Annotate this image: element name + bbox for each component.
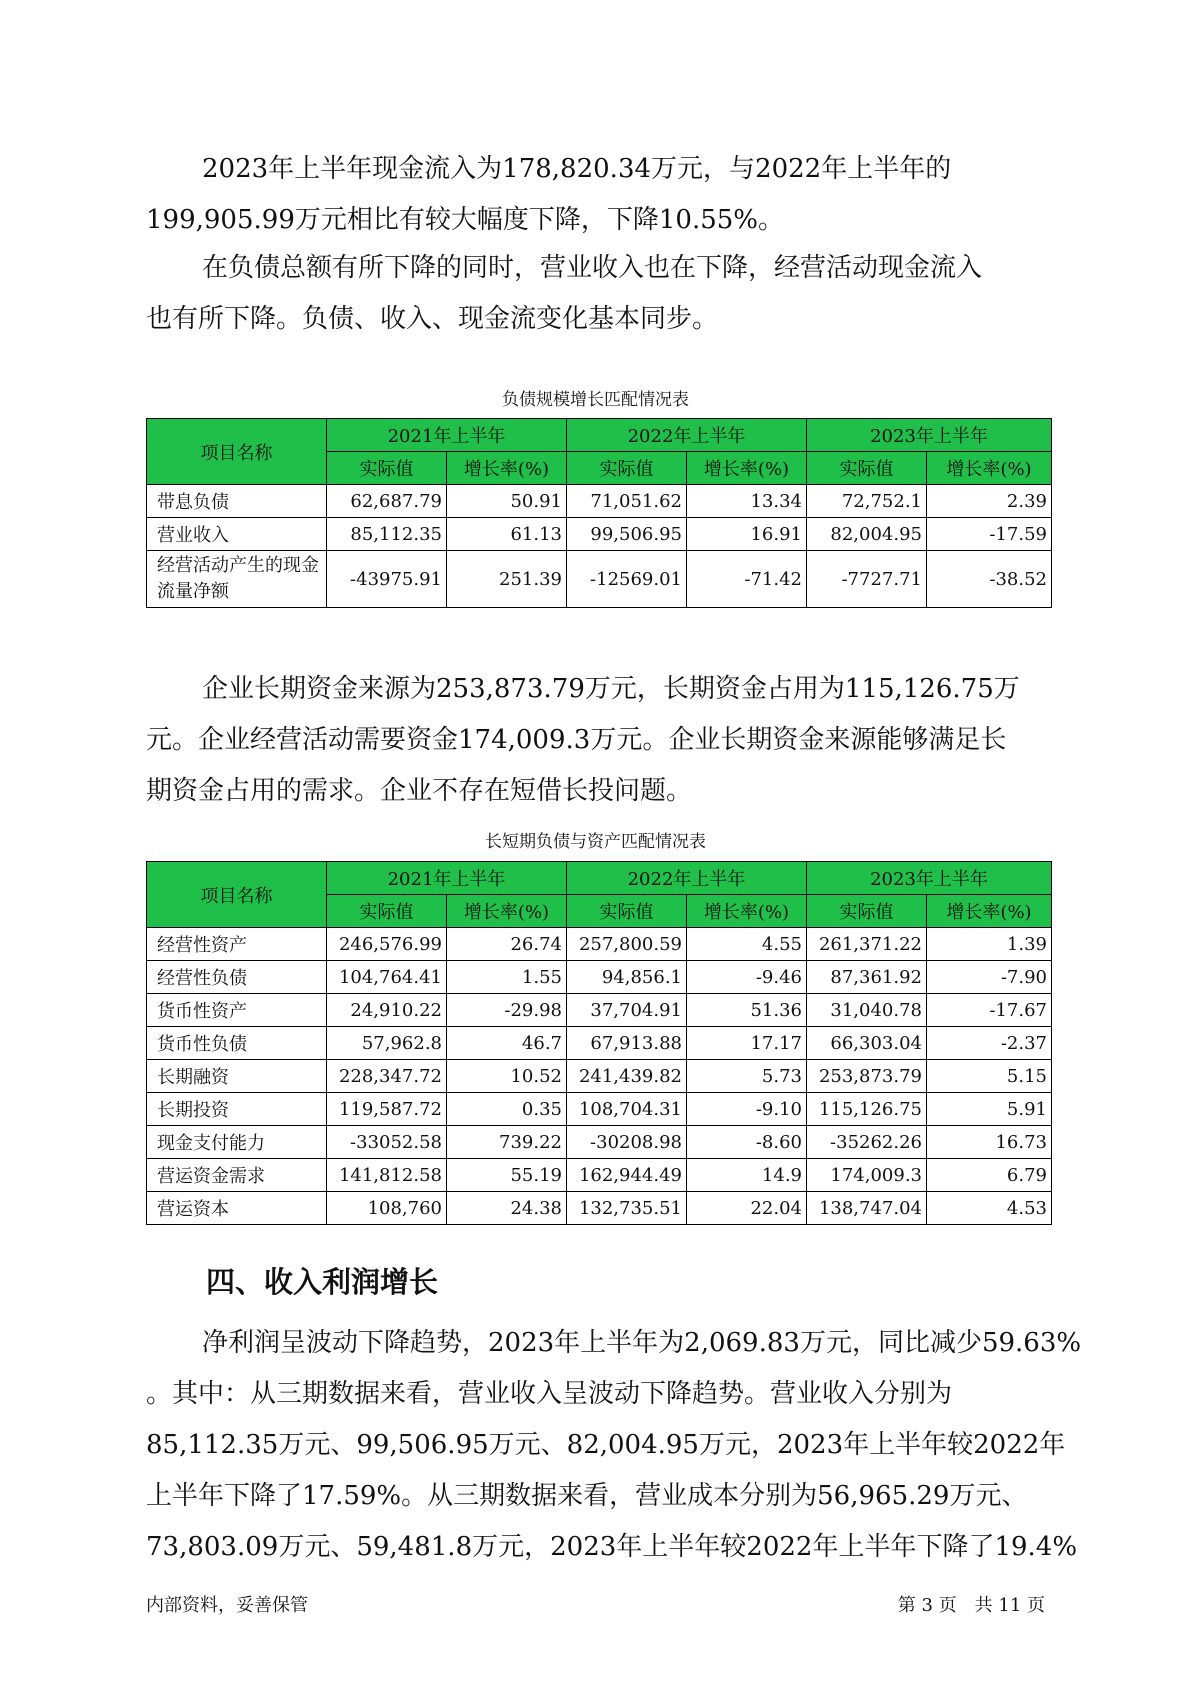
- cell-value: 57,962.8: [327, 1027, 447, 1060]
- header-item-name: 项目名称: [147, 419, 327, 485]
- header-actual: 实际值: [807, 452, 927, 485]
- cell-value: 71,051.62: [567, 485, 687, 518]
- header-growth: 增长率(%): [927, 452, 1052, 485]
- cell-value: 739.22: [447, 1126, 567, 1159]
- cell-value: 141,812.58: [327, 1159, 447, 1192]
- header-period: 2023年上半年: [807, 419, 1052, 452]
- header-actual: 实际值: [327, 452, 447, 485]
- header-period: 2023年上半年: [807, 862, 1052, 895]
- paragraph-long-term-funds: [146, 664, 1056, 817]
- cell-value: 246,576.99: [327, 928, 447, 961]
- table-row: [147, 1093, 1052, 1126]
- cell-value: 99,506.95: [567, 518, 687, 551]
- text-line: 2023年上半年现金流入为178,820.34万元，与2022年上半年的: [202, 154, 952, 184]
- cell-value: 1.39: [927, 928, 1052, 961]
- cell-value: 37,704.91: [567, 994, 687, 1027]
- cell-value: 61.13: [447, 518, 567, 551]
- cell-value: 16.91: [687, 518, 807, 551]
- cell-value: 1.55: [447, 961, 567, 994]
- cell-value: 257,800.59: [567, 928, 687, 961]
- paragraph-cash-inflow: [146, 144, 1056, 246]
- row-label: 经营性负债: [147, 961, 327, 994]
- cell-value: -2.37: [927, 1027, 1052, 1060]
- table-row: [147, 1159, 1052, 1192]
- cell-value: 5.73: [687, 1060, 807, 1093]
- cell-value: 24.38: [447, 1192, 567, 1225]
- text-line: 在负债总额有所下降的同时，营业收入也在下降，经营活动现金流入: [202, 253, 983, 283]
- cell-value: -43975.91: [327, 551, 447, 608]
- cell-value: 66,303.04: [807, 1027, 927, 1060]
- cell-value: 24,910.22: [327, 994, 447, 1027]
- cell-value: -17.67: [927, 994, 1052, 1027]
- table-row: [147, 518, 1052, 551]
- cell-value: -30208.98: [567, 1126, 687, 1159]
- cell-value: -9.10: [687, 1093, 807, 1126]
- debt-scale-table: [146, 418, 1052, 608]
- cell-value: 174,009.3: [807, 1159, 927, 1192]
- table-row: [147, 961, 1052, 994]
- cell-value: -7727.71: [807, 551, 927, 608]
- cell-value: 26.74: [447, 928, 567, 961]
- table-row: [147, 1126, 1052, 1159]
- footer-page-number: 第 3 页 共 11 页: [897, 1595, 1045, 1616]
- row-label: 营运资本: [147, 1192, 327, 1225]
- cell-value: -33052.58: [327, 1126, 447, 1159]
- cell-value: 251.39: [447, 551, 567, 608]
- cell-value: 4.53: [927, 1192, 1052, 1225]
- row-label: 长期投资: [147, 1093, 327, 1126]
- header-growth: 增长率(%): [687, 895, 807, 928]
- header-growth: 增长率(%): [927, 895, 1052, 928]
- row-label: 带息负债: [147, 485, 327, 518]
- cell-value: 62,687.79: [327, 485, 447, 518]
- cell-value: -29.98: [447, 994, 567, 1027]
- cell-value: 132,735.51: [567, 1192, 687, 1225]
- table1-caption: 负债规模增长匹配情况表: [502, 390, 689, 410]
- cell-value: 67,913.88: [567, 1027, 687, 1060]
- table2-caption: 长短期负债与资产匹配情况表: [485, 832, 706, 852]
- header-period: 2021年上半年: [327, 419, 567, 452]
- cell-value: 55.19: [447, 1159, 567, 1192]
- text-line: 净利润呈波动下降趋势，2023年上半年为2,069.83万元，同比减少59.63%: [202, 1328, 1082, 1358]
- row-label: 经营性资产: [147, 928, 327, 961]
- cell-value: 104,764.41: [327, 961, 447, 994]
- cell-value: 253,873.79: [807, 1060, 927, 1093]
- table-row: [147, 1060, 1052, 1093]
- cell-value: 17.17: [687, 1027, 807, 1060]
- text-line: 元。企业经营活动需要资金174,009.3万元。企业长期资金来源能够满足长: [146, 725, 1007, 755]
- cell-value: -12569.01: [567, 551, 687, 608]
- cell-value: -71.42: [687, 551, 807, 608]
- header-growth: 增长率(%): [687, 452, 807, 485]
- row-label: 长期融资: [147, 1060, 327, 1093]
- cell-value: 14.9: [687, 1159, 807, 1192]
- cell-value: 72,752.1: [807, 485, 927, 518]
- header-actual: 实际值: [567, 895, 687, 928]
- header-actual: 实际值: [327, 895, 447, 928]
- cell-value: 261,371.22: [807, 928, 927, 961]
- header-growth: 增长率(%): [447, 452, 567, 485]
- table-row: [147, 485, 1052, 518]
- cell-value: 50.91: [447, 485, 567, 518]
- debt-asset-match-table: [146, 861, 1052, 1225]
- cell-value: 138,747.04: [807, 1192, 927, 1225]
- header-period: 2022年上半年: [567, 419, 807, 452]
- cell-value: 4.55: [687, 928, 807, 961]
- paragraph-debt-revenue: [146, 243, 1056, 345]
- table-row: [147, 994, 1052, 1027]
- cell-value: 2.39: [927, 485, 1052, 518]
- header-period: 2022年上半年: [567, 862, 807, 895]
- cell-value: 87,361.92: [807, 961, 927, 994]
- header-item-name: 项目名称: [147, 862, 327, 928]
- cell-value: 5.91: [927, 1093, 1052, 1126]
- header-actual: 实际值: [807, 895, 927, 928]
- table-row: [147, 1192, 1052, 1225]
- cell-value: 119,587.72: [327, 1093, 447, 1126]
- text-line: 85,112.35万元、99,506.95万元、82,004.95万元，2023年上半年较2022年: [146, 1430, 1066, 1460]
- cell-value: 82,004.95: [807, 518, 927, 551]
- header-period: 2021年上半年: [327, 862, 567, 895]
- cell-value: -9.46: [687, 961, 807, 994]
- table-row: [147, 928, 1052, 961]
- cell-value: 31,040.78: [807, 994, 927, 1027]
- row-label: 营业收入: [147, 518, 327, 551]
- header-actual: 实际值: [567, 452, 687, 485]
- cell-value: 228,347.72: [327, 1060, 447, 1093]
- text-line: 也有所下降。负债、收入、现金流变化基本同步。: [146, 304, 719, 334]
- cell-value: 241,439.82: [567, 1060, 687, 1093]
- cell-value: 108,704.31: [567, 1093, 687, 1126]
- cell-value: 46.7: [447, 1027, 567, 1060]
- cell-value: 162,944.49: [567, 1159, 687, 1192]
- cell-value: -7.90: [927, 961, 1052, 994]
- cell-value: 51.36: [687, 994, 807, 1027]
- text-line: 。其中：从三期数据来看，营业收入呈波动下降趋势。营业收入分别为: [146, 1379, 953, 1409]
- paragraph-profit-growth: [146, 1318, 1082, 1573]
- table-row: [147, 1027, 1052, 1060]
- section-heading: 四、收入利润增长: [206, 1265, 439, 1299]
- cell-value: 94,856.1: [567, 961, 687, 994]
- text-line: 上半年下降了17.59%。从三期数据来看，营业成本分别为56,965.29万元、: [146, 1481, 1028, 1511]
- footer-confidential: 内部资料，妥善保管: [146, 1595, 308, 1616]
- cell-value: 22.04: [687, 1192, 807, 1225]
- row-label: 营运资金需求: [147, 1159, 327, 1192]
- text-line: 企业长期资金来源为253,873.79万元，长期资金占用为115,126.75万: [202, 674, 1020, 704]
- cell-value: -8.60: [687, 1126, 807, 1159]
- table-row: [147, 551, 1052, 608]
- header-growth: 增长率(%): [447, 895, 567, 928]
- cell-value: 5.15: [927, 1060, 1052, 1093]
- cell-value: -17.59: [927, 518, 1052, 551]
- row-label: 经营活动产生的现金流量净额: [147, 551, 327, 608]
- cell-value: -38.52: [927, 551, 1052, 608]
- cell-value: 13.34: [687, 485, 807, 518]
- cell-value: 10.52: [447, 1060, 567, 1093]
- row-label: 货币性资产: [147, 994, 327, 1027]
- text-line: 199,905.99万元相比有较大幅度下降，下降10.55%。: [146, 205, 785, 235]
- cell-value: 6.79: [927, 1159, 1052, 1192]
- row-label: 现金支付能力: [147, 1126, 327, 1159]
- text-line: 73,803.09万元、59,481.8万元，2023年上半年较2022年上半年下降了19.4%: [146, 1532, 1078, 1562]
- cell-value: 115,126.75: [807, 1093, 927, 1126]
- cell-value: 0.35: [447, 1093, 567, 1126]
- cell-value: 16.73: [927, 1126, 1052, 1159]
- cell-value: 85,112.35: [327, 518, 447, 551]
- text-line: 期资金占用的需求。企业不存在短借长投问题。: [146, 776, 693, 806]
- row-label: 货币性负债: [147, 1027, 327, 1060]
- cell-value: -35262.26: [807, 1126, 927, 1159]
- cell-value: 108,760: [327, 1192, 447, 1225]
